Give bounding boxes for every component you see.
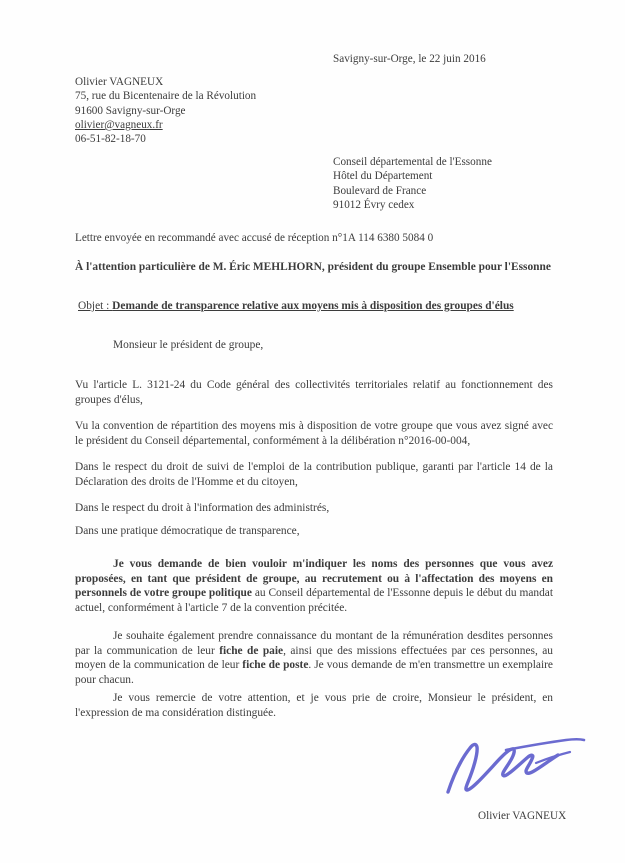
subject-line <box>78 300 514 312</box>
remuneration-text-3: . Je vous demande de m'en transmettre un exemplaire pour chacun. <box>75 659 553 686</box>
remuneration-text-1: Je souhaite également prendre connaissance du montant de la rémunération desdites personnes par la communication de leur <box>75 630 553 657</box>
paragraph-vu-1: Vu l'article L. 3121-24 du Code général des collectivités territoriales relatif au fonctionnement des groupes d'élus, <box>75 379 553 406</box>
demand-emphasis: Je vous demande de bien vouloir m'indiquer les noms des personnes que vous avez proposées, en tant que président de groupe, au recrutement ou à l'affectation des moyens en personnels de votre groupe politique <box>75 558 553 600</box>
attention-line: À l'attention particulière de M. Éric MEHLHORN, président du groupe Ensemble pour l'Essonne <box>75 261 551 273</box>
recipient-line-3: Boulevard de France <box>333 184 427 197</box>
recipient-address-block <box>333 155 492 212</box>
recipient-line-4: 91012 Évry cedex <box>333 198 415 211</box>
remuneration-text-2: , ainsi que des missions effectuées par ces personnes, au moyen de la communication de leur <box>75 644 553 672</box>
jobsheet-emphasis: fiche de poste <box>242 659 309 672</box>
registered-mail-reference: Lettre envoyée en recommandé avec accusé de réception n°1A 114 6380 5084 0 <box>75 232 434 244</box>
paragraph-dans-2: Dans le respect du droit à l'information des administrés, <box>75 502 330 514</box>
paragraph-remuneration <box>75 629 553 687</box>
subject-label: Objet : <box>78 300 113 312</box>
subject-text: Demande de transparence relative aux moyens mis à disposition des groupes d'élus <box>112 300 514 312</box>
paragraph-dans-1: Dans le respect du droit de suivi de l'emploi de la contribution publique, garanti par l'article 14 de la Déclaration des droits de l'Homme et du citoyen, <box>75 461 553 488</box>
recipient-line-1: Conseil départemental de l'Essonne <box>333 156 492 168</box>
sender-street: 75, rue du Bicentenaire de la Révolution <box>75 90 257 103</box>
sender-city: 91600 Savigny-sur-Orge <box>75 104 186 117</box>
demand-remainder: au Conseil départemental de l'Essonne depuis le début du mandat actuel, conformément à l'article 7 de la convention précitée. <box>75 587 553 614</box>
paragraph-closing: Je vous remercie de votre attention, et je vous prie de croire, Monsieur le président, en l'expression de ma considération distinguée. <box>75 692 553 719</box>
paragraph-dans-3: Dans une pratique démocratique de transparence, <box>75 525 300 537</box>
paragraph-vu-2: Vu la convention de répartition des moyens mis à disposition de votre groupe que vous avez signé avec le président du Conseil départemental, conformément à la délibération n°2016-00-004, <box>75 420 553 447</box>
recipient-line-2: Hôtel du Département <box>333 170 433 183</box>
signature-icon <box>440 730 590 800</box>
handwritten-signature <box>440 730 590 800</box>
sender-name: Olivier VAGNEUX <box>75 76 164 88</box>
paragraph-main-demand <box>75 557 553 615</box>
date-line: Savigny-sur-Orge, le 22 juin 2016 <box>333 53 486 65</box>
sender-address-block <box>75 75 256 146</box>
signature-name: Olivier VAGNEUX <box>478 810 567 822</box>
sender-phone: 06-51-82-18-70 <box>75 133 146 146</box>
sender-email[interactable]: olivier@vagneux.fr <box>75 118 163 131</box>
payslip-emphasis: fiche de paie <box>219 644 284 657</box>
salutation: Monsieur le président de groupe, <box>113 339 264 351</box>
